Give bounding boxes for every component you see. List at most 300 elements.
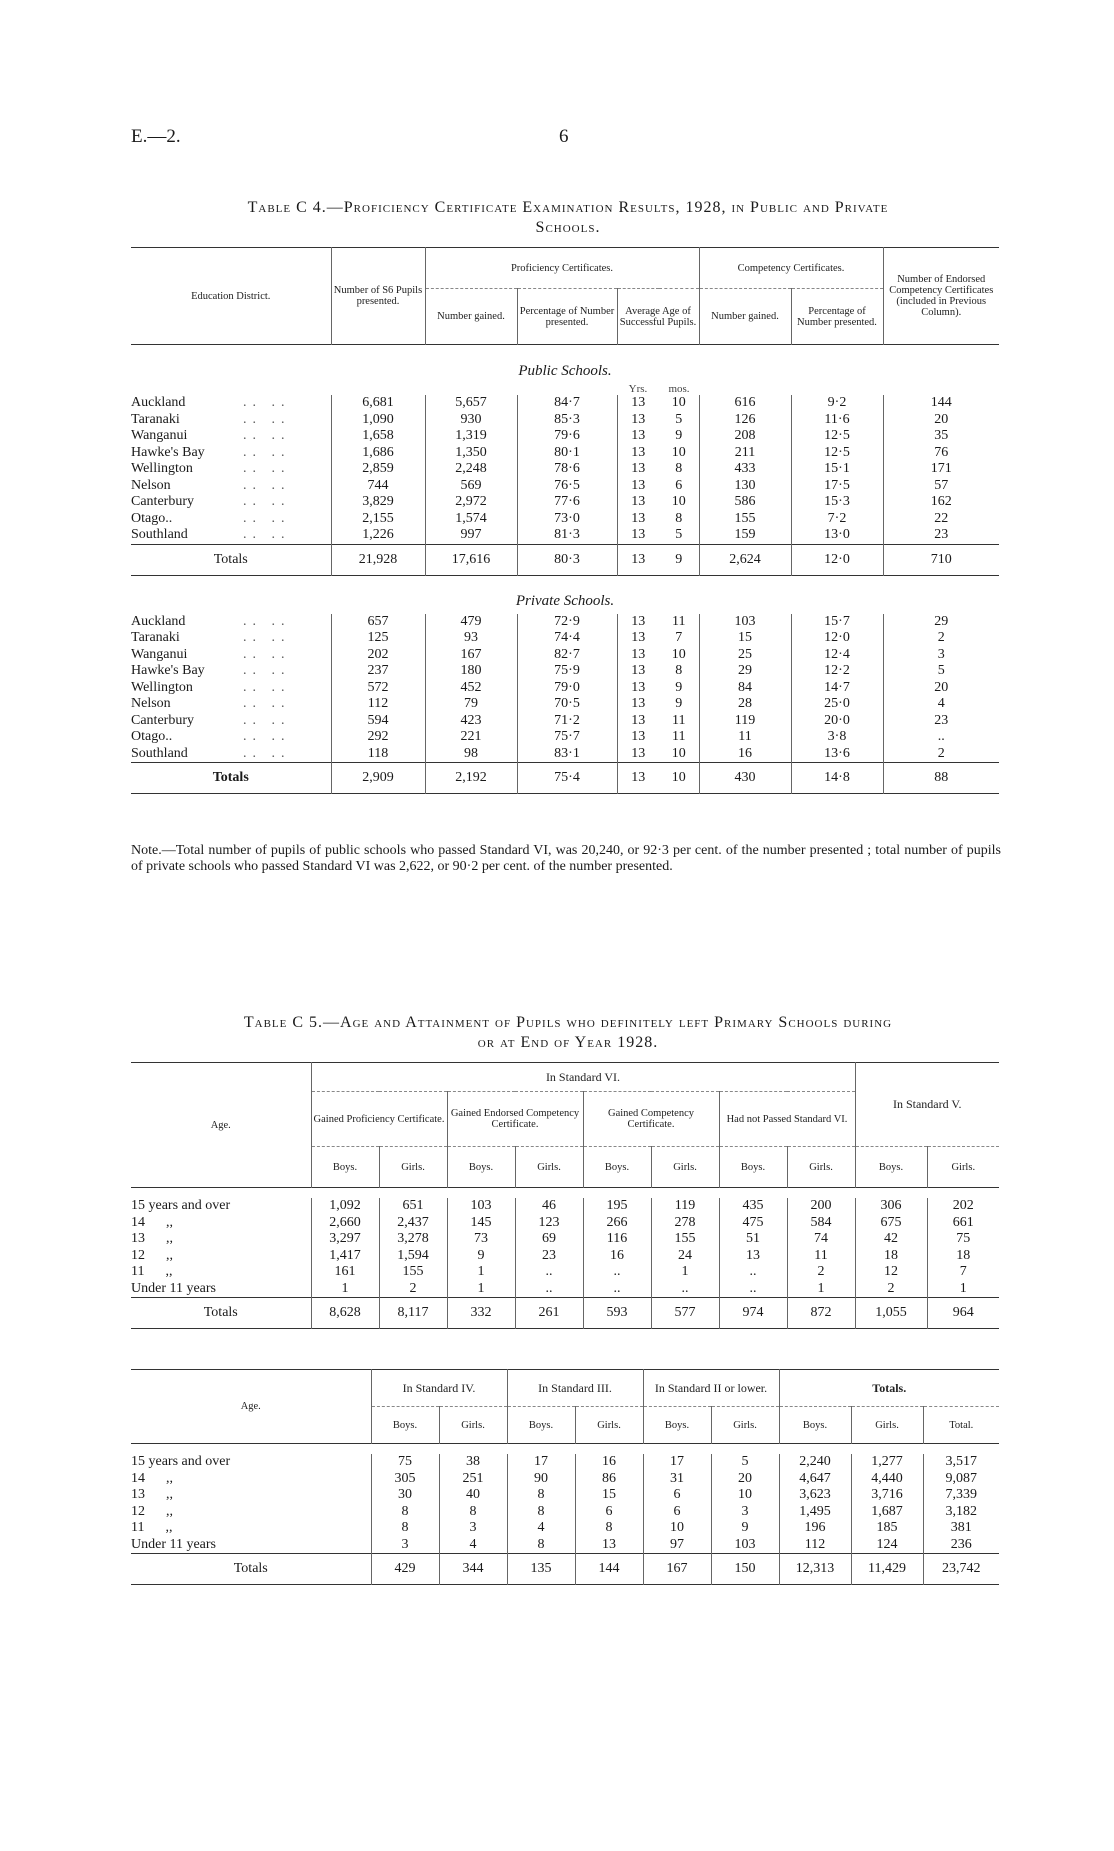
prof-gained-cell: 79	[425, 696, 517, 713]
totals-value: 144	[575, 1554, 643, 1585]
presented-cell: 125	[331, 630, 425, 647]
value-cell: 5	[711, 1454, 779, 1471]
totals-value: 577	[651, 1298, 719, 1329]
totals-pct: 75·4	[517, 763, 617, 794]
prof-gained-cell: 98	[425, 746, 517, 763]
endorsed-cell: 20	[883, 680, 999, 697]
page-number: 6	[559, 126, 569, 147]
table-row	[131, 1504, 999, 1521]
table-row	[131, 1471, 999, 1488]
c5a-header-girls: Girls.	[379, 1147, 447, 1188]
prof-pct-cell: 85·3	[517, 412, 617, 429]
prof-gained-cell: 1,350	[425, 445, 517, 462]
c5a-header-girls: Girls.	[515, 1147, 583, 1188]
value-cell: ..	[515, 1264, 583, 1281]
age-cell: Under 11 years	[131, 1536, 217, 1552]
age-mos-cell: 10	[671, 646, 686, 662]
table-row	[131, 1231, 999, 1248]
age-cell: 13 ,,	[131, 1231, 173, 1247]
value-cell: 13	[719, 1248, 787, 1265]
prof-pct-cell: 81·3	[517, 527, 617, 544]
value-cell: 145	[447, 1215, 515, 1232]
spacer-cell	[131, 1444, 371, 1455]
comp-pct-cell: 12·5	[791, 428, 883, 445]
value-cell: 675	[855, 1215, 927, 1232]
value-cell: 17	[643, 1454, 711, 1471]
value-cell: 116	[583, 1231, 651, 1248]
endorsed-cell: 162	[883, 494, 999, 511]
value-cell: ..	[719, 1264, 787, 1281]
comp-pct-cell: 12·4	[791, 647, 883, 664]
prof-gained-cell: 93	[425, 630, 517, 647]
comp-gained-cell: 211	[699, 445, 791, 462]
value-cell: 584	[787, 1215, 855, 1232]
spacer-cell	[699, 383, 791, 395]
value-cell: 196	[779, 1520, 851, 1537]
totals-value: 261	[515, 1298, 583, 1329]
endorsed-cell: 3	[883, 647, 999, 664]
comp-gained-cell: 208	[699, 428, 791, 445]
dot-leader: .. ..	[243, 663, 291, 679]
prof-pct-cell: 82·7	[517, 647, 617, 664]
age-yrs-cell: 13	[617, 614, 659, 631]
value-cell: 3,716	[851, 1487, 923, 1504]
table-row	[131, 630, 999, 647]
table-row	[131, 680, 999, 697]
comp-pct-cell: 25·0	[791, 696, 883, 713]
totals-label: Totals	[213, 551, 248, 567]
district-cell	[131, 680, 331, 697]
totals-presented: 21,928	[331, 544, 425, 575]
table-c5-part2	[131, 1369, 999, 1585]
district-name: Canterbury	[131, 494, 194, 510]
prof-pct-cell: 70·5	[517, 696, 617, 713]
district-cell	[131, 428, 331, 445]
table-row	[131, 1520, 999, 1537]
value-cell: 42	[855, 1231, 927, 1248]
value-cell: 9,087	[923, 1471, 999, 1488]
value-cell: 1	[311, 1281, 379, 1298]
value-cell: 8	[439, 1504, 507, 1521]
comp-pct-cell: 7·2	[791, 511, 883, 528]
value-cell: ..	[583, 1281, 651, 1298]
section-label-public: Public Schools.	[518, 362, 612, 379]
prof-gained-cell: 167	[425, 647, 517, 664]
district-cell	[131, 713, 331, 730]
value-cell: 75	[371, 1454, 439, 1471]
prof-pct-cell: 79·6	[517, 428, 617, 445]
district-name: Wellington	[131, 679, 193, 695]
prof-gained-cell: 2,248	[425, 461, 517, 478]
endorsed-cell: 35	[883, 428, 999, 445]
value-cell: 16	[575, 1454, 643, 1471]
endorsed-cell: 171	[883, 461, 999, 478]
value-cell: 20	[711, 1471, 779, 1488]
age-cell: 14 ,,	[131, 1470, 173, 1486]
c5b-header-boys: Boys.	[643, 1407, 711, 1444]
endorsed-cell: 2	[883, 746, 999, 763]
spacer-cell	[517, 383, 617, 395]
prof-pct-cell: 78·6	[517, 461, 617, 478]
age-cell: 15 years and over	[131, 1454, 231, 1470]
prof-gained-cell: 479	[425, 614, 517, 631]
district-cell	[131, 445, 331, 462]
prof-gained-cell: 1,319	[425, 428, 517, 445]
presented-cell: 572	[331, 680, 425, 697]
age-units-row	[131, 383, 999, 395]
value-cell: 103	[711, 1537, 779, 1554]
value-cell: 661	[927, 1215, 999, 1232]
prof-gained-cell: 423	[425, 713, 517, 730]
value-cell: 8	[507, 1537, 575, 1554]
value-cell: 3,297	[311, 1231, 379, 1248]
district-cell	[131, 494, 331, 511]
presented-cell: 1,658	[331, 428, 425, 445]
value-cell: 195	[583, 1198, 651, 1215]
totals-yrs: 13	[617, 763, 659, 794]
value-cell: 86	[575, 1471, 643, 1488]
comp-pct-cell: 9·2	[791, 395, 883, 412]
presented-cell: 2,155	[331, 511, 425, 528]
value-cell: 38	[439, 1454, 507, 1471]
totals-value: 135	[507, 1554, 575, 1585]
col-header-comp-pct: Percentage of Number presented.	[791, 289, 883, 345]
table-c4-title-line1: Table C 4.—Proficiency Certificate Examination Results, 1928, in Public and Private	[247, 199, 889, 216]
endorsed-cell: 23	[883, 713, 999, 730]
c5a-header-girls: Girls.	[927, 1147, 999, 1188]
age-mos-cell: 10	[671, 444, 686, 460]
c5a-header-g2: Gained Endorsed Competency Certificate.	[447, 1092, 583, 1147]
value-cell: 3,278	[379, 1231, 447, 1248]
col-header-endorsed: Number of Endorsed Competency Certificates (included in Previous Column).	[883, 248, 999, 345]
prof-pct-cell: 80·1	[517, 445, 617, 462]
c5b-header-boys: Boys.	[507, 1407, 575, 1444]
totals-value: 332	[447, 1298, 515, 1329]
comp-gained-cell: 103	[699, 614, 791, 631]
c5b-header-total: Total.	[923, 1407, 999, 1444]
c5a-header-girls: Girls.	[651, 1147, 719, 1188]
totals-value: 974	[719, 1298, 787, 1329]
table-row	[131, 478, 999, 495]
value-cell: 46	[515, 1198, 583, 1215]
prof-gained-cell: 569	[425, 478, 517, 495]
district-cell	[131, 614, 331, 631]
c5a-header-boys: Boys.	[311, 1147, 379, 1188]
comp-gained-cell: 29	[699, 663, 791, 680]
value-cell: 73	[447, 1231, 515, 1248]
comp-gained-cell: 616	[699, 395, 791, 412]
dot-leader: .. ..	[243, 613, 291, 629]
prof-pct-cell: 83·1	[517, 746, 617, 763]
value-cell: 475	[719, 1215, 787, 1232]
prof-pct-cell: 79·0	[517, 680, 617, 697]
dot-leader: .. ..	[243, 646, 291, 662]
table-row	[131, 445, 999, 462]
dot-leader: .. ..	[243, 729, 291, 745]
c5b-header-totals: Totals.	[779, 1370, 999, 1407]
value-cell: 18	[927, 1248, 999, 1265]
value-cell: 119	[651, 1198, 719, 1215]
totals-value: 12,313	[779, 1554, 851, 1585]
value-cell: 4,647	[779, 1471, 851, 1488]
dot-leader: .. ..	[243, 444, 291, 460]
value-cell: 1,417	[311, 1248, 379, 1265]
comp-pct-cell: 11·6	[791, 412, 883, 429]
c5b-header-boys: Boys.	[371, 1407, 439, 1444]
value-cell: 278	[651, 1215, 719, 1232]
c5a-header-age: Age.	[210, 1119, 231, 1131]
prof-pct-cell: 75·9	[517, 663, 617, 680]
table-c4-title-line2: Schools.	[535, 219, 601, 236]
presented-cell: 2,859	[331, 461, 425, 478]
c5a-header-girls: Girls.	[787, 1147, 855, 1188]
district-name: Wanganui	[131, 428, 188, 444]
totals-pct: 80·3	[517, 544, 617, 575]
value-cell: 1,495	[779, 1504, 851, 1521]
prof-pct-cell: 76·5	[517, 478, 617, 495]
age-cell: 11 ,,	[131, 1520, 173, 1536]
value-cell: 1	[927, 1281, 999, 1298]
value-cell: 200	[787, 1198, 855, 1215]
totals-label: Totals	[212, 770, 249, 785]
value-cell: ..	[515, 1281, 583, 1298]
table-row	[131, 527, 999, 544]
value-cell: 305	[371, 1471, 439, 1488]
value-cell: 4,440	[851, 1471, 923, 1488]
spacer-cell	[131, 1188, 311, 1199]
prof-gained-cell: 1,574	[425, 511, 517, 528]
totals-value: 23,742	[923, 1554, 999, 1585]
comp-pct-cell: 15·7	[791, 614, 883, 631]
endorsed-cell: 23	[883, 527, 999, 544]
age-mos-cell: 11	[672, 613, 686, 629]
prof-pct-cell: 71·2	[517, 713, 617, 730]
value-cell: ..	[651, 1281, 719, 1298]
value-cell: 74	[787, 1231, 855, 1248]
col-header-proficiency-group: Proficiency Certificates.	[425, 248, 699, 289]
comp-gained-cell: 126	[699, 412, 791, 429]
totals-value: 429	[371, 1554, 439, 1585]
age-yrs-cell: 13	[617, 461, 659, 478]
prof-gained-cell: 930	[425, 412, 517, 429]
value-cell: 266	[583, 1215, 651, 1232]
value-cell: 3,182	[923, 1504, 999, 1521]
value-cell: 90	[507, 1471, 575, 1488]
value-cell: 2,437	[379, 1215, 447, 1232]
c5a-header-boys: Boys.	[855, 1147, 927, 1188]
value-cell: 236	[923, 1537, 999, 1554]
dot-leader: .. ..	[243, 630, 291, 646]
age-mos-cell: 5	[675, 411, 683, 427]
age-mos-cell: 10	[671, 745, 686, 761]
age-mos-cell: 8	[675, 461, 683, 477]
comp-pct-cell: 14·7	[791, 680, 883, 697]
value-cell: 69	[515, 1231, 583, 1248]
value-cell: 2	[855, 1281, 927, 1298]
comp-pct-cell: 13·0	[791, 527, 883, 544]
table-row	[131, 1281, 999, 1298]
age-cell: Under 11 years	[131, 1280, 217, 1296]
mos-label: mos.	[668, 383, 690, 395]
comp-gained-cell: 155	[699, 511, 791, 528]
spacer-cell	[791, 383, 883, 395]
c5b-header-girls: Girls.	[851, 1407, 923, 1444]
age-mos-cell: 7	[675, 630, 683, 646]
value-cell: 435	[719, 1198, 787, 1215]
value-cell: 7	[927, 1264, 999, 1281]
age-yrs-cell: 13	[617, 746, 659, 763]
table-row	[131, 729, 999, 746]
c5a-header-std5: In Standard V.	[855, 1063, 999, 1147]
dot-leader: .. ..	[243, 494, 291, 510]
presented-cell: 1,686	[331, 445, 425, 462]
age-yrs-cell: 13	[617, 527, 659, 544]
table-c4-title	[143, 198, 993, 238]
comp-pct-cell: 17·5	[791, 478, 883, 495]
comp-gained-cell: 586	[699, 494, 791, 511]
comp-gained-cell: 159	[699, 527, 791, 544]
comp-gained-cell: 16	[699, 746, 791, 763]
table-c4-note: Note.—Total number of pupils of public schools who passed Standard VI, was 20,240, or 92·3 per cent. of the number presented ; total number of pupils of private schools who passed Standard VI was 2,622, or 90·2 per cent. of the number presented.	[131, 843, 1001, 874]
value-cell: 123	[515, 1215, 583, 1232]
prof-gained-cell: 5,657	[425, 395, 517, 412]
totals-comp: 2,624	[699, 544, 791, 575]
totals-value: 167	[643, 1554, 711, 1585]
value-cell: 6	[575, 1504, 643, 1521]
comp-pct-cell: 12·0	[791, 630, 883, 647]
table-row	[131, 412, 999, 429]
value-cell: 161	[311, 1264, 379, 1281]
value-cell: 10	[711, 1487, 779, 1504]
totals-comp_pct: 14·8	[791, 763, 883, 794]
dot-leader: .. ..	[243, 477, 291, 493]
district-name: Southland	[131, 745, 188, 761]
district-cell	[131, 527, 331, 544]
value-cell: 3	[371, 1537, 439, 1554]
col-header-comp-gained: Number gained.	[699, 289, 791, 345]
age-mos-cell: 10	[671, 494, 686, 510]
value-cell: ..	[719, 1281, 787, 1298]
value-cell: 1	[651, 1264, 719, 1281]
presented-cell: 292	[331, 729, 425, 746]
c5b-header-age: Age.	[240, 1401, 261, 1412]
value-cell: 3,623	[779, 1487, 851, 1504]
totals-comp: 430	[699, 763, 791, 794]
endorsed-cell: 144	[883, 395, 999, 412]
value-cell: 251	[439, 1471, 507, 1488]
comp-gained-cell: 119	[699, 713, 791, 730]
value-cell: 40	[439, 1487, 507, 1504]
comp-pct-cell: 15·1	[791, 461, 883, 478]
value-cell: 15	[575, 1487, 643, 1504]
value-cell: 17	[507, 1454, 575, 1471]
value-cell: 18	[855, 1248, 927, 1265]
presented-cell: 6,681	[331, 395, 425, 412]
age-yrs-cell: 13	[617, 696, 659, 713]
table-row	[131, 511, 999, 528]
district-cell	[131, 729, 331, 746]
comp-pct-cell: 3·8	[791, 729, 883, 746]
dot-leader: .. ..	[243, 696, 291, 712]
table-row	[131, 1248, 999, 1265]
value-cell: 1	[787, 1281, 855, 1298]
comp-gained-cell: 25	[699, 647, 791, 664]
presented-cell: 1,090	[331, 412, 425, 429]
col-header-prof-age: Average Age of Successful Pupils.	[617, 289, 699, 345]
table-row	[131, 461, 999, 478]
totals-gained: 2,192	[425, 763, 517, 794]
c5a-header-boys: Boys.	[583, 1147, 651, 1188]
spacer-cell	[883, 383, 999, 395]
value-cell: 155	[651, 1231, 719, 1248]
district-name: Otago..	[131, 729, 173, 745]
totals-row	[131, 1298, 999, 1329]
spacer-cell	[331, 383, 425, 395]
col-header-prof-pct: Percentage of Number presented.	[517, 289, 617, 345]
yrs-label: Yrs.	[628, 383, 648, 395]
prof-pct-cell: 75·7	[517, 729, 617, 746]
value-cell: 23	[515, 1248, 583, 1265]
totals-value: 593	[583, 1298, 651, 1329]
value-cell: 13	[575, 1537, 643, 1554]
value-cell: 8	[371, 1520, 439, 1537]
value-cell: 8	[507, 1487, 575, 1504]
prof-gained-cell: 2,972	[425, 494, 517, 511]
dot-leader: .. ..	[243, 411, 291, 427]
dot-leader: .. ..	[243, 510, 291, 526]
value-cell: 124	[851, 1537, 923, 1554]
c5b-header-std2: In Standard II or lower.	[643, 1370, 779, 1407]
comp-gained-cell: 28	[699, 696, 791, 713]
age-yrs-cell: 13	[617, 511, 659, 528]
totals-presented: 2,909	[331, 763, 425, 794]
district-name: Nelson	[131, 477, 171, 493]
spacer-row	[131, 1444, 999, 1455]
district-name: Hawke's Bay	[131, 663, 205, 679]
endorsed-cell: ..	[883, 729, 999, 746]
age-yrs-cell: 13	[617, 647, 659, 664]
age-mos-cell: 9	[675, 696, 683, 712]
comp-gained-cell: 433	[699, 461, 791, 478]
age-mos-cell: 10	[671, 395, 686, 411]
prof-gained-cell: 180	[425, 663, 517, 680]
presented-cell: 1,226	[331, 527, 425, 544]
value-cell: 8	[507, 1504, 575, 1521]
table-row	[131, 1198, 999, 1215]
value-cell: 30	[371, 1487, 439, 1504]
value-cell: 16	[583, 1248, 651, 1265]
table-row	[131, 713, 999, 730]
totals-mos: 10	[671, 770, 686, 785]
district-cell	[131, 412, 331, 429]
age-mos-cell: 9	[675, 679, 683, 695]
table-row	[131, 494, 999, 511]
value-cell: 51	[719, 1231, 787, 1248]
age-mos-cell: 8	[675, 510, 683, 526]
presented-cell: 3,829	[331, 494, 425, 511]
age-yrs-cell: 13	[617, 494, 659, 511]
prof-pct-cell: 73·0	[517, 511, 617, 528]
value-cell: 2	[787, 1264, 855, 1281]
value-cell: 1,594	[379, 1248, 447, 1265]
value-cell: 3	[439, 1520, 507, 1537]
value-cell: 651	[379, 1198, 447, 1215]
age-cell: 12 ,,	[131, 1247, 173, 1263]
col-header-competency-group: Competency Certificates.	[699, 248, 883, 289]
totals-label: Totals	[203, 1305, 238, 1320]
totals-endorsed: 710	[883, 544, 999, 575]
value-cell: 3	[711, 1504, 779, 1521]
